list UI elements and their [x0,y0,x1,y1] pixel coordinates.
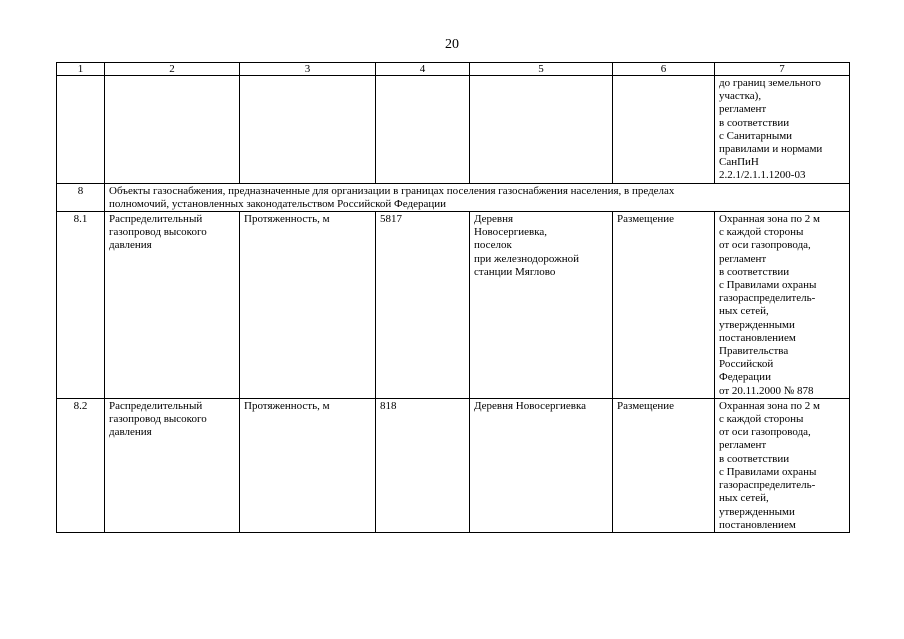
row-number-cell [57,76,105,184]
column-number: 6 [613,63,715,76]
note-line: ных сетей, [719,492,769,505]
document-table [56,62,850,533]
object-name-cell [105,212,240,399]
parameter-cell [240,76,376,184]
note-cell [715,212,850,399]
location-line: поселок [474,239,512,252]
value-cell [376,76,470,184]
table-row [57,398,850,532]
column-number: 3 [240,63,376,76]
note-line: регламент [719,103,767,116]
type-cell [613,398,715,532]
note-line: правилами и нормами [719,143,823,156]
note-line: ных сетей, [719,305,769,318]
section-title-line: полномочий, установленных законодательством Российской Федерации [109,197,447,210]
note-line: утвержденными [719,505,795,518]
parameter-line: Протяженность, м [244,399,330,412]
note-line: утвержденными [719,318,795,331]
note-line: с каждой стороны [719,413,804,426]
note-line: Охранная зона по 2 м [719,399,820,412]
type-cell [613,76,715,184]
note-line: участка), [719,90,762,103]
parameter-cell [240,212,376,399]
object-name-line: Распределительный [109,213,203,226]
continuation-row [57,76,850,184]
location-line: при железнодорожной [474,252,579,265]
table-row [57,212,850,399]
row-number-cell: 8.1 [57,212,105,399]
parameter-line: Протяженность, м [244,213,330,226]
object-name-line: Распределительный [109,399,203,412]
section-title-cell [105,183,850,211]
note-line: от 20.11.2000 № 878 [719,384,814,397]
row-number-cell: 8.2 [57,398,105,532]
column-number: 1 [57,63,105,76]
note-line: постановлением [719,331,796,344]
note-line: постановлением [719,518,796,531]
note-line: регламент [719,439,767,452]
object-name-line: давления [109,239,152,252]
note-line: в соответствии [719,116,790,129]
value-cell [376,398,470,532]
note-line: Российской [719,358,774,371]
note-line: Федерации [719,371,771,384]
note-line: Правительства [719,345,789,358]
note-line: газораспределитель- [719,292,816,305]
note-line: в соответствии [719,265,790,278]
note-line: в соответствии [719,452,790,465]
note-line: газораспределитель- [719,479,816,492]
column-number: 4 [376,63,470,76]
object-name-cell [105,76,240,184]
object-name-line: газопровод высокого [109,226,207,239]
type-cell [613,212,715,399]
location-cell [470,398,613,532]
value-cell [376,212,470,399]
note-line: от оси газопровода, [719,239,811,252]
column-number: 2 [105,63,240,76]
object-name-line: давления [109,426,152,439]
location-line: станции Мяглово [474,265,556,278]
parameter-cell [240,398,376,532]
note-line: регламент [719,252,767,265]
location-cell [470,212,613,399]
note-cell [715,398,850,532]
note-line: до границ земельного [719,77,821,89]
location-line: Деревня [474,213,514,226]
location-cell [470,76,613,184]
page-number: 20 [445,37,459,52]
note-line: с Санитарными [719,129,793,142]
value-line: 818 [380,399,397,412]
value-line: 5817 [380,213,402,226]
note-cell [715,76,850,184]
section-title-line: Объекты газоснабжения, предназначенные для организации в границах поселения газоснабжения населения, в пределах [109,184,675,197]
note-line: с Правилами охраны [719,279,817,292]
note-line: от оси газопровода, [719,426,811,439]
type-line: Размещение [617,399,675,412]
location-line: Деревня Новосергиевка [474,399,587,412]
column-number: 7 [715,63,850,76]
note-line: с Правилами охраны [719,465,817,478]
type-line: Размещение [617,213,675,226]
note-line: 2.2.1/2.1.1.1200-03 [719,169,806,182]
column-number: 5 [470,63,613,76]
location-line: Новосергиевка, [474,226,548,239]
column-number-row [57,63,850,76]
object-name-cell [105,398,240,532]
section-number: 8 [57,183,105,211]
note-line: Охранная зона по 2 м [719,213,820,226]
section-row [57,183,850,211]
note-line: с каждой стороны [719,226,804,239]
object-name-line: газопровод высокого [109,413,207,426]
note-line: СанПиН [719,156,759,169]
